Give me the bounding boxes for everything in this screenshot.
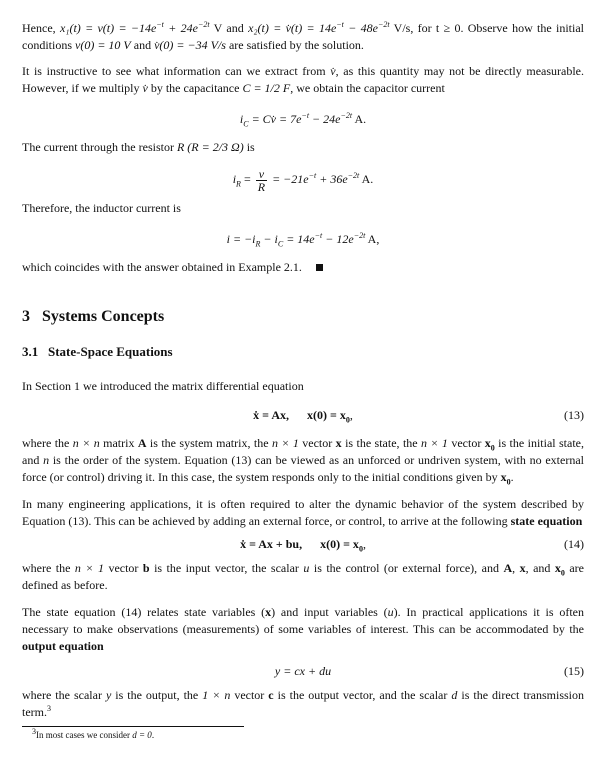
equation-number: (15) <box>564 664 584 678</box>
equation-number: (13) <box>564 408 584 422</box>
equation-13: ẋ = Ax, $x(0) = x_0$, (13) <box>22 405 584 425</box>
fraction-v-over-r: $\frac{v}{R}$ <box>257 166 266 194</box>
footnote: $^3$In most cases we consider d = 0. <box>32 727 155 740</box>
section-heading: 3 Systems Concepts <box>22 308 165 325</box>
page-content <box>22 20 584 741</box>
paragraph-inductor: Therefore, the inductor current is <box>22 201 181 215</box>
paragraph-system-matrix: where the n × n matrix A is the system matrix, the n × 1 vector x is the state, the n × 1 vector $x_0$ is the initial state, and n is the order of the system. Equation (13) can be viewed as an unforced or undriven system, with no external force (or control) driving it. In this case, the system responds only to the initial conditions given by $x_0$. <box>22 436 585 487</box>
paragraph-input-vector: where the n × 1 vector b is the input vector, the scalar u is the control (or external force), and A, x, and $x_0$ are defined as before. <box>22 561 584 592</box>
equation-capacitor-current: $i_C$ = Cv̇ = $7e^{-t} - 24e^{-2t}$ A. <box>239 111 367 129</box>
paragraph-capacitor: It is instructive to see what information can we extract from v̇, as this quantity may not be directly measurable. However, if we multiply v̇ by the capacitance C = 1/2 F, we obtain the capacitor current <box>22 64 584 95</box>
paragraph-output-vector: where the scalar y is the output, the 1 × n vector c is the output vector, and the scalar d is the direct transmission term.$^3$ <box>22 688 584 719</box>
equation-inductor-current: $i = -i_R - i_C = 14e^{-t} - 12e^{-2t}$ A, <box>226 231 380 249</box>
paragraph-solution: Hence, $x_1(t) = v(t) = -14e^{-t} + 24e^{-2t}$ V and x₂(t) = v̇(t) = $14e^{-t} - 48e^{-2t}$ V/s, for t ≥ 0. Observe how the initial conditions v(0) = 10 V and v̇(0) = −34 V/s are satisfied by the solution. <box>22 20 585 52</box>
paragraph-conclusion: which coincides with the answer obtained in Example 2.1. <box>22 259 584 276</box>
paragraph-resistor: The current through the resistor R (R = 2/3 Ω) is <box>22 140 255 154</box>
footnote-marker: 3 <box>47 704 51 713</box>
end-of-proof-icon <box>316 264 323 271</box>
equation-14: ẋ = Ax + bu, $x(0) = x_0$, (14) <box>22 534 584 554</box>
paragraph-intro: In Section 1 we introduced the matrix differential equation <box>22 379 304 393</box>
subsection-heading: 3.1 State-Space Equations <box>22 344 173 359</box>
equation-number: (14) <box>564 537 584 551</box>
paragraph-state-equation: In many engineering applications, it is often required to alter the dynamic behavior of the system described by Equation (13). This can be achieved by adding an external force, or control, to arrive at the following state equation <box>22 497 584 528</box>
footnote-rule <box>22 726 244 727</box>
equation-15: y = cx + du (15) <box>22 661 584 681</box>
equation-resistor-current: $i_R$ = $\frac{v}{R}$ = $-21e^{-t} + 36e^{-2t}$ A. <box>232 166 374 194</box>
paragraph-output-equation: The state equation (14) relates state variables (x) and input variables (u). In practical applications it is often necessary to make observations (measurements) of some variables of interest. This can be accommodated by the output equation <box>22 605 584 653</box>
